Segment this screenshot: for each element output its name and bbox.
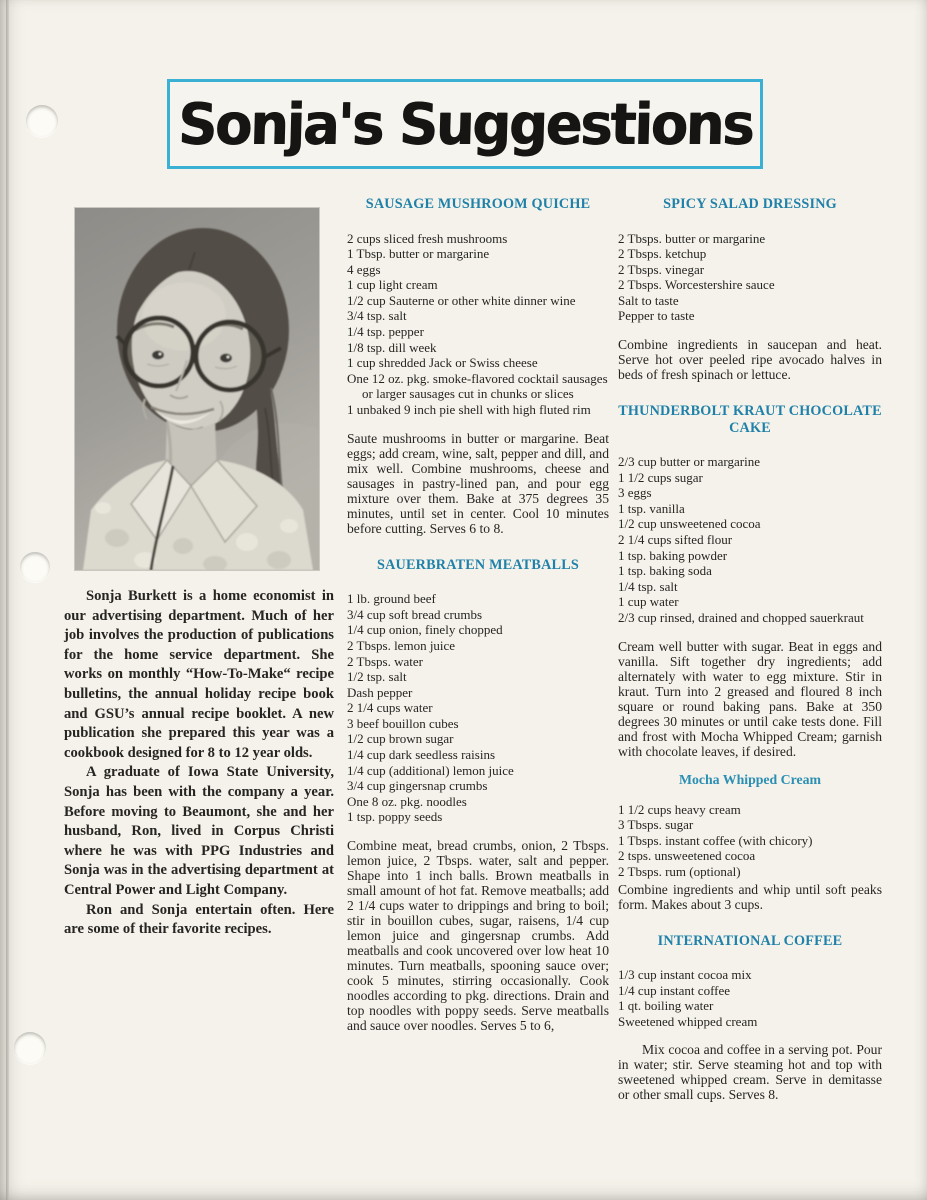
ingredient-line: 2 1/4 cups sifted flour: [618, 532, 733, 548]
ingredient-line: 2 cups sliced fresh mushrooms: [347, 230, 508, 246]
ingredient-line: 3 beef bouillon cubes: [347, 715, 459, 731]
ingredient-line: 1 tsp. baking soda: [618, 563, 712, 579]
ingredient-line: 4 eggs: [347, 261, 381, 277]
binder-hole-bottom: [14, 1032, 46, 1064]
middle-column: [347, 196, 609, 1033]
recipe-heading-mocha: Mocha Whipped Cream: [678, 771, 822, 787]
ingredient-line: 1 Tbsp. butter or margarine: [347, 246, 490, 262]
ingredient-list-quiche: [347, 231, 609, 418]
ingredient-line: 2/3 cup butter or margarine: [618, 454, 760, 470]
ingredient-line: 2 Tbsps. water: [347, 653, 423, 669]
ingredient-line: 2 Tbsps. Worcestershire sauce: [618, 277, 775, 293]
bio-text: [64, 587, 334, 940]
recipe-section-cake: [618, 403, 882, 759]
portrait-photo: [75, 208, 319, 570]
binder-hole-top: [26, 105, 58, 137]
right-column: [618, 196, 882, 1102]
ingredient-list-dressing: [618, 231, 882, 325]
ingredient-line: Salt to taste: [618, 292, 679, 308]
binder-hole-middle: [20, 552, 50, 582]
ingredient-line: 1 Tbsps. instant coffee (with chicory): [618, 832, 813, 848]
page-title: Sonja's Suggestions: [176, 90, 754, 158]
ingredient-line: 3/4 tsp. salt: [347, 308, 407, 324]
ingredient-line: 1 lb. ground beef: [347, 591, 436, 607]
ingredient-line: 1 cup shredded Jack or Swiss cheese: [347, 355, 538, 371]
ingredient-line: 1/2 tsp. salt: [347, 669, 407, 685]
recipe-section-meatballs: [347, 557, 609, 1033]
recipe-section-quiche: [347, 196, 609, 536]
instructions-meatballs: Combine meat, bread crumbs, onion, 2 Tbsps. lemon juice, 2 Tbsps. water, salt and pepper. Shape into 1 inch balls. Brown meatballs in small amount of hot fat. Remove meatballs; add 2 1/4 cups water to drippings and bring to boil; stir in bouillon cubes, sugar, raisens, 1/4 cup lemon juice and gingersnap crumbs. Add meatballs and cook uncovered over low heat 10 minutes. Turn meatballs, spooning sauce over; cook 5 minutes, stirring occasionally. Cook noodles according to pkg. directions. Drain and top noodles with poppy seeds. Serve meatballs and sauce over noodles. Serves 5 to 6,: [347, 838, 609, 1034]
ingredient-line: One 12 oz. pkg. smoke-flavored cocktail sausages or larger sausages cut in chunks or slices: [347, 370, 608, 402]
ingredient-line: 3 eggs: [618, 485, 652, 501]
ingredient-line: 2/3 cup rinsed, drained and chopped sauerkraut: [618, 610, 864, 625]
ingredient-line: 1/2 cup Sauterne or other white dinner wine: [347, 292, 576, 308]
ingredient-list-cake: [618, 454, 882, 626]
ingredient-line: Dash pepper: [347, 684, 413, 700]
ingredient-line: 3/4 cup soft bread crumbs: [347, 606, 483, 622]
recipe-heading-cake: THUNDERBOLT KRAUT CHOCOLATE CAKE: [618, 403, 882, 436]
ingredient-line: 2 Tbsps. lemon juice: [347, 637, 456, 653]
ingredient-line: Pepper to taste: [618, 308, 695, 324]
ingredient-line: 1 cup water: [618, 594, 679, 610]
ingredient-line: 2 Tbsps. rum (optional): [618, 863, 741, 879]
instructions-dressing: Combine ingredients in saucepan and heat. Serve hot over peeled ripe avocado halves in beds of fresh spinach or lettuce.: [618, 337, 882, 383]
recipe-section-dressing: [618, 196, 882, 382]
ingredient-line: 1 tsp. baking powder: [618, 547, 728, 563]
page-edge: [6, 0, 9, 1200]
ingredient-list-meatballs: [347, 591, 609, 825]
ingredient-line: 1 unbaked 9 inch pie shell with high fluted rim: [347, 402, 591, 418]
bio-paragraph-3: Ron and Sonja entertain often. Here are some of their favorite recipes.: [64, 901, 334, 938]
instructions-cake: Cream well butter with sugar. Beat in eggs and vanilla. Sift together dry ingredients; add alternately with water to egg mixture. Stir in kraut. Turn into 2 greased and floured 8 inch square or round baking pans. Bake at 350 degrees 30 minutes or until cake tests done. Fill and frost with Mocha Whipped Cream; garnish with chocolate leaves, if desired.: [618, 638, 882, 759]
ingredient-line: Sweetened whipped cream: [618, 1013, 758, 1029]
ingredient-line: 2 Tbsps. vinegar: [618, 261, 705, 277]
ingredient-line: 1/2 cup unsweetened cocoa: [618, 516, 761, 532]
ingredient-line: 1 tsp. poppy seeds: [347, 809, 443, 825]
instructions-quiche: Saute mushrooms in butter or margarine. Beat eggs; add cream, wine, salt, pepper and dill, and mix well. Combine mushrooms, cheese and sausages in pastry-lined pan, and pour egg mixture over them. Bake at 375 degrees 35 minutes, until set in center. Cool 10 minutes before cutting. Serves 6 to 8.: [347, 430, 609, 536]
recipe-heading-coffee: INTERNATIONAL COFFEE: [657, 932, 843, 949]
ingredient-line: 2 Tbsps. ketchup: [618, 246, 707, 262]
ingredient-line: 1/4 tsp. pepper: [347, 324, 424, 340]
recipe-heading-dressing: SPICY SALAD DRESSING: [663, 196, 837, 212]
title-banner: [167, 79, 763, 169]
ingredient-line: 2 Tbsps. butter or margarine: [618, 230, 766, 246]
ingredient-line: 2 1/4 cups water: [347, 700, 433, 716]
ingredient-line: 1 cup light cream: [347, 277, 438, 293]
recipe-section-coffee: [618, 933, 882, 1103]
ingredient-line: 1 qt. boiling water: [618, 998, 714, 1014]
instructions-mocha: Combine ingredients and whip until soft peaks form. Makes about 3 cups.: [618, 881, 882, 912]
ingredient-line: 1/4 tsp. salt: [618, 578, 678, 594]
ingredient-line: 2 tsps. unsweetened cocoa: [618, 848, 756, 864]
recipe-section-mocha: [618, 772, 882, 912]
ingredient-line: 1/4 cup instant coffee: [618, 982, 731, 998]
ingredient-line: 1/8 tsp. dill week: [347, 339, 437, 355]
ingredient-line: 1/4 cup onion, finely chopped: [347, 622, 503, 638]
left-column: [64, 208, 334, 940]
ingredient-line: 1 tsp. vanilla: [618, 500, 685, 516]
recipe-heading-quiche: SAUSAGE MUSHROOM QUICHE: [365, 196, 591, 212]
ingredient-line: 1 1/2 cups sugar: [618, 469, 703, 485]
ingredient-line: 1/4 cup (additional) lemon juice: [347, 762, 514, 778]
bio-paragraph-2: A graduate of Iowa State University, Sonja has been with the company a year. Before moving to Beaumont, she and her husband, Ron, lived in Corpus Christi where he was with PPG Industries and Sonja was in the advertising department at Central Power and Light Company.: [64, 764, 334, 898]
ingredient-line: 3/4 cup gingersnap crumbs: [347, 778, 488, 794]
ingredient-list-coffee: [618, 967, 882, 1029]
ingredient-line: 1/2 cup brown sugar: [347, 731, 454, 747]
ingredient-line: 1/3 cup instant cocoa mix: [618, 967, 752, 983]
recipe-heading-meatballs: SAUERBRATEN MEATBALLS: [377, 556, 579, 573]
ingredient-list-mocha: [618, 802, 882, 880]
bio-paragraph-1: Sonja Burkett is a home economist in our advertising department. Much of her job involves the production of publications for the home service department. She works on monthly “How-To-Make“ recipe bulletins, the annual holiday recipe book and GSU’s annual recipe booklet. A new publication she prepared this year was a cookbook designed for 8 to 12 year olds.: [64, 588, 334, 761]
instructions-coffee: Mix cocoa and coffee in a serving pot. Pour in water; stir. Serve steaming hot and top with sweetened whipped cream. Serve in demitasse or other small cups. Serves 8.: [618, 1042, 882, 1103]
ingredient-line: 1 1/2 cups heavy cream: [618, 801, 741, 817]
ingredient-line: 1/4 cup dark seedless raisins: [347, 747, 496, 763]
ingredient-line: 3 Tbsps. sugar: [618, 817, 694, 833]
ingredient-line: One 8 oz. pkg. noodles: [347, 793, 467, 809]
